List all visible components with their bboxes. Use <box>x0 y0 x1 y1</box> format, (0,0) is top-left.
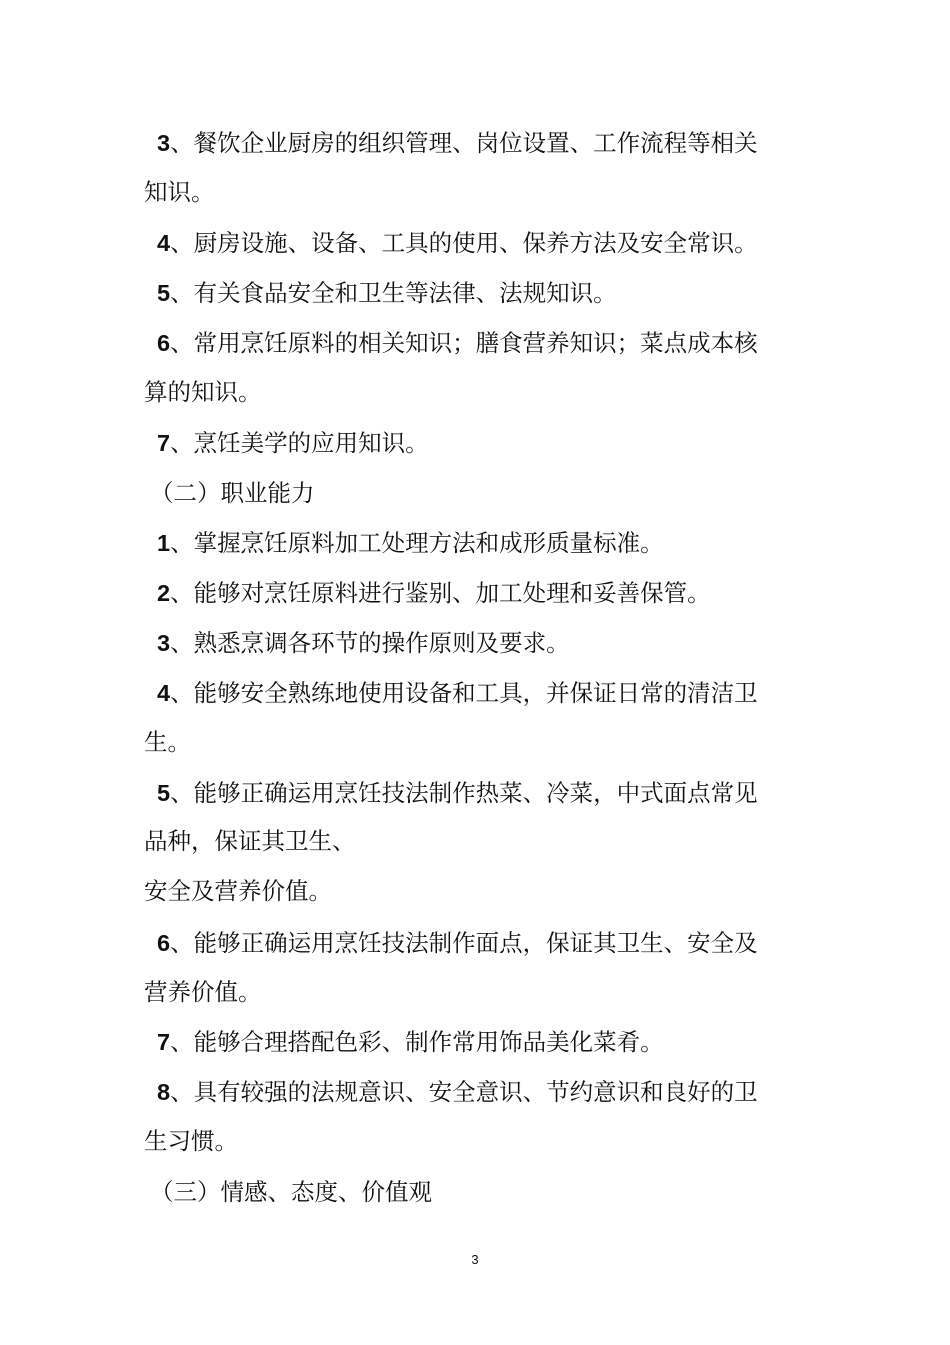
body-line <box>144 727 191 757</box>
item-text: 、餐饮企业厨房的组织管理、岗位设置、工作流程等相关 <box>170 129 758 157</box>
body-line <box>157 228 758 258</box>
body-line <box>157 278 617 308</box>
section-heading <box>150 1177 432 1207</box>
body-line <box>157 1027 664 1057</box>
item-text: 、熟悉烹调各环节的操作原则及要求。 <box>170 629 570 657</box>
item-text: 、有关食品安全和卫生等法律、法规知识。 <box>170 279 617 307</box>
body-line <box>144 377 262 407</box>
item-text: 、能够对烹饪原料进行鉴别、加工处理和妥善保管。 <box>170 579 711 607</box>
body-line <box>144 1126 238 1156</box>
item-text: 生。 <box>144 728 191 756</box>
item-text: 生习惯。 <box>144 1127 238 1155</box>
item-text: 营养价值。 <box>144 978 262 1006</box>
item-text: 品种，保证其卫生、 <box>144 827 356 855</box>
body-line <box>144 177 215 207</box>
body-line <box>157 428 429 458</box>
item-text: 安全及营养价值。 <box>144 877 332 905</box>
item-text: 、常用烹饪原料的相关知识；膳食营养知识；菜点成本核 <box>170 329 758 357</box>
item-number: 7 <box>157 430 171 456</box>
section-heading-text: （三）情感、态度、价值观 <box>150 1178 432 1206</box>
item-number: 4 <box>157 230 171 256</box>
body-line <box>157 778 758 808</box>
body-line <box>157 678 758 708</box>
item-text: 知识。 <box>144 178 215 206</box>
section-heading-text: （二）职业能力 <box>150 479 315 507</box>
item-text: 、掌握烹饪原料加工处理方法和成形质量标准。 <box>170 529 664 557</box>
item-number: 1 <box>157 530 171 556</box>
item-text: 、具有较强的法规意识、安全意识、节约意识和良好的卫 <box>170 1078 758 1106</box>
item-number: 3 <box>157 630 171 656</box>
body-line <box>157 928 758 958</box>
item-number: 6 <box>157 330 171 356</box>
body-line <box>157 628 570 658</box>
body-line <box>144 876 332 906</box>
item-number: 4 <box>157 680 171 706</box>
body-line <box>157 128 758 158</box>
body-line <box>157 528 664 558</box>
item-number: 8 <box>157 1079 171 1105</box>
item-number: 7 <box>157 1029 171 1055</box>
item-text: 、烹饪美学的应用知识。 <box>170 429 429 457</box>
item-number: 6 <box>157 930 171 956</box>
item-number: 3 <box>157 130 171 156</box>
item-number: 5 <box>157 780 171 806</box>
body-line <box>157 1077 758 1107</box>
item-text: 、能够正确运用烹饪技法制作热菜、冷菜，中式面点常见 <box>170 779 758 807</box>
item-text: 、能够合理搭配色彩、制作常用饰品美化菜肴。 <box>170 1028 664 1056</box>
item-number: 5 <box>157 280 171 306</box>
item-text: 、厨房设施、设备、工具的使用、保养方法及安全常识。 <box>170 229 758 257</box>
body-line <box>157 578 711 608</box>
item-text: 、能够正确运用烹饪技法制作面点，保证其卫生、安全及 <box>170 929 758 957</box>
section-heading <box>150 478 315 508</box>
body-line <box>157 328 758 358</box>
item-number: 2 <box>157 580 171 606</box>
body-line <box>144 826 356 856</box>
body-line <box>144 977 262 1007</box>
item-text: 、能够安全熟练地使用设备和工具，并保证日常的清洁卫 <box>170 679 758 707</box>
item-text: 算的知识。 <box>144 378 262 406</box>
page-number: 3 <box>471 1252 479 1267</box>
